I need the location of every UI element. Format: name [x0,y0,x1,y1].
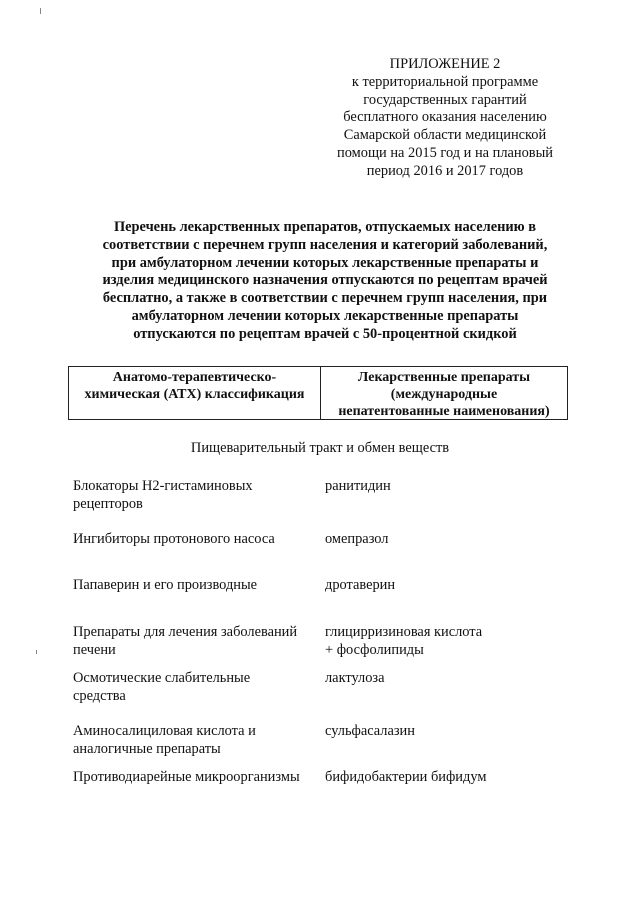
header-atc-classification [69,367,321,419]
atc-cell [73,477,318,513]
title-line: Перечень лекарственных препаратов, отпускаемых населению в [113,219,537,235]
atc-cell [73,722,318,758]
drug-line: + фосфолипиды [325,642,424,658]
atc-line: Аминосалициловая кислота и [73,723,256,739]
atc-cell [73,623,318,659]
drug-line: дротаверин [325,577,396,593]
drug-line: бифидобактерии бифидум [325,769,487,785]
appendix-line: Самарской области медицинской [343,127,547,144]
drug-cell [325,722,575,740]
atc-cell [73,530,318,548]
drug-cell [325,477,575,495]
atc-cell [73,669,318,705]
header-line: (международные [390,387,498,402]
title-line: бесплатно, а также в соответствии с перечнем групп населения, при [102,290,548,307]
drug-line: лактулоза [325,670,385,686]
header-line: непатентованные наименования) [338,404,550,419]
appendix-line: бесплатного оказания населению [343,109,547,126]
atc-line: печени [73,642,116,658]
scan-mark [36,650,37,654]
title-line: изделия медицинского назначения отпускаются по рецептам врачей [102,272,548,289]
appendix-line: период 2016 и 2017 годов [366,162,524,179]
drug-cell [325,669,575,687]
appendix-line: к территориальной программе [351,73,539,90]
title-line: при амбулаторном лечении которых лекарственные препараты и [111,254,539,271]
drug-cell [325,576,575,594]
title-line: соответствии с перечнем групп населения и категорий заболеваний, [102,236,548,253]
drug-line: сульфасалазин [325,723,415,739]
header-line: Анатомо-терапевтическо- [112,370,277,385]
title-line: амбулаторном лечении которых лекарственные препараты [131,307,519,324]
atc-line: рецепторов [73,496,143,512]
drug-line: глицирризиновая кислота [325,624,483,640]
drug-line: ранитидин [325,478,391,494]
table-header [68,366,568,420]
appendix-header [300,56,590,181]
header-drugs [321,367,567,419]
atc-line: Папаверин и его производные [73,577,258,593]
atc-line: Осмотические слабительные [73,670,251,686]
title-line: отпускаются по рецептам врачей с 50-процентной скидкой [133,325,517,342]
drug-cell [325,768,575,786]
drug-cell [325,623,575,659]
header-line: химическая (АТХ) классификация [84,387,305,402]
atc-line: Блокаторы Н2-гистаминовых [73,478,253,494]
appendix-line: государственных гарантий [363,91,527,108]
appendix-line: ПРИЛОЖЕНИЕ 2 [389,56,501,72]
drug-cell [325,530,575,548]
appendix-line: помощи на 2015 год и на плановый [337,144,553,161]
atc-line: Противодиарейные микроорганизмы [73,769,300,785]
atc-line: Препараты для лечения заболеваний [73,624,298,640]
header-line: Лекарственные препараты [357,370,531,385]
atc-line: Ингибиторы протонового насоса [73,531,275,547]
section-title: Пищеварительный тракт и обмен веществ [190,440,450,456]
atc-line: средства [73,688,126,704]
scan-mark [40,8,41,14]
atc-cell [73,576,318,594]
atc-line: аналогичные препараты [73,741,221,757]
document-title [70,219,580,344]
drug-line: омепразол [325,531,389,547]
atc-cell [73,768,318,786]
